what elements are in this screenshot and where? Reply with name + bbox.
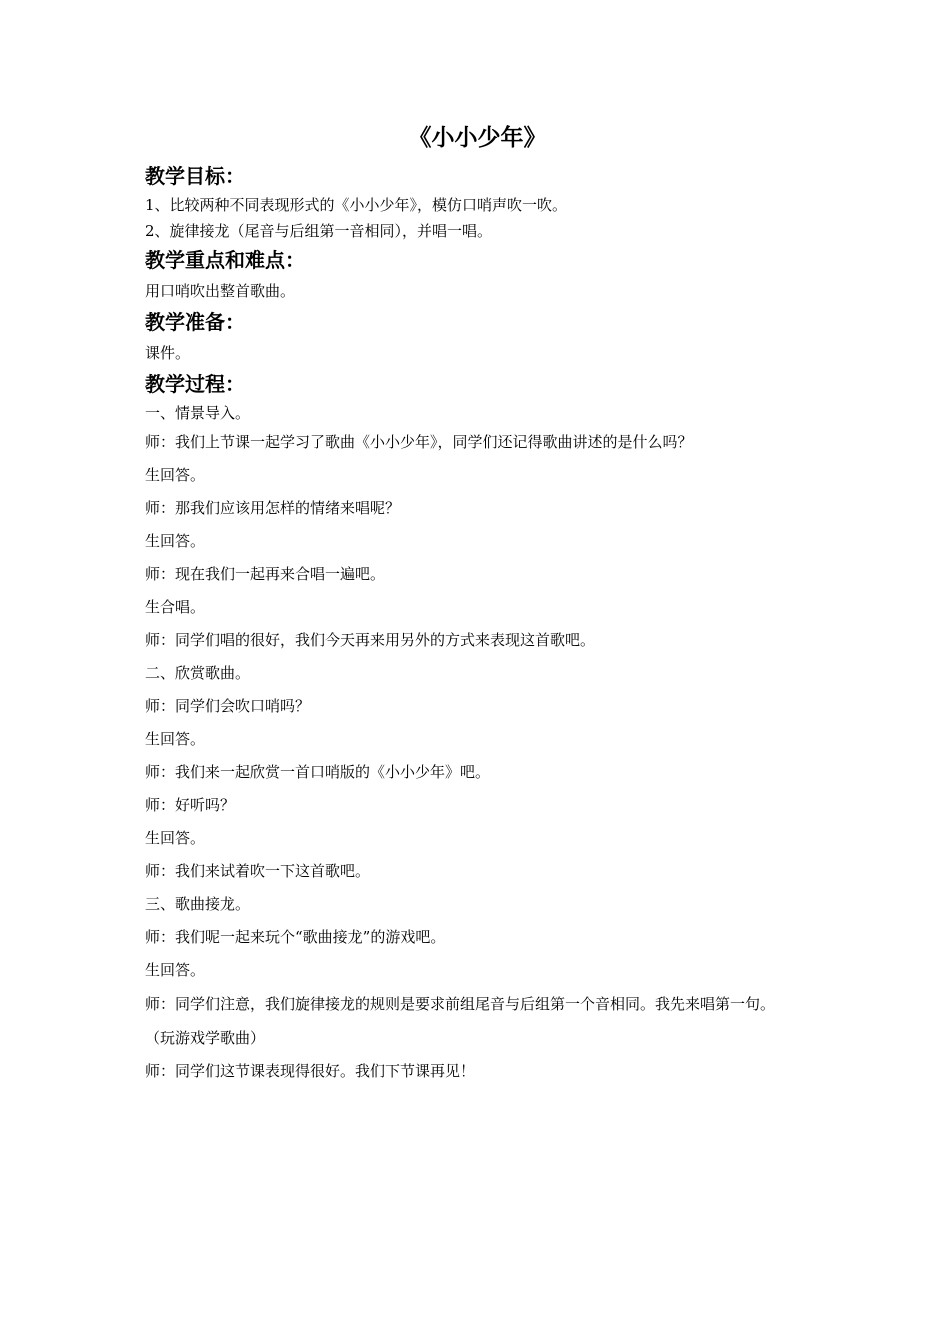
process-line: 三、歌曲接龙。 [145, 895, 251, 913]
process-line: 生合唱。 [145, 598, 206, 616]
goal-line: 2、旋律接龙（尾音与后组第一音相同），并唱一唱。 [145, 222, 493, 240]
process-line: 二、欣赏歌曲。 [145, 664, 251, 682]
section-heading-preparation: 教学准备： [145, 310, 245, 334]
document-title: 《小小少年》 [408, 125, 547, 151]
document-page [145, 118, 810, 1088]
process-line: 师：那我们应该用怎样的情绪来唱呢？ [145, 499, 401, 517]
section-heading-process: 教学过程： [145, 372, 245, 396]
process-line: 师：同学们这节课表现得很好。我们下节课再见！ [145, 1062, 476, 1080]
goal-line: 1、比较两种不同表现形式的《小小少年》，模仿口哨声吹一吹。 [145, 196, 568, 214]
process-line: 一、情景导入。 [145, 404, 251, 422]
process-line: 师：同学们注意，我们旋律接龙的规则是要求前组尾音与后组第一个音相同。我先来唱第一句。 [145, 995, 776, 1013]
process-line: 师：现在我们一起再来合唱一遍吧。 [145, 565, 386, 583]
process-line: 师：我们上节课一起学习了歌曲《小小少年》，同学们还记得歌曲讲述的是什么吗？ [145, 433, 693, 451]
process-line: 师：我们来一起欣赏一首口哨版的《小小少年》吧。 [145, 763, 491, 781]
process-line: （玩游戏学歌曲） [145, 1029, 266, 1047]
process-line: 生回答。 [145, 532, 206, 550]
process-line: 师：同学们会吹口哨吗？ [145, 697, 311, 715]
section-heading-key-points: 教学重点和难点： [145, 248, 305, 272]
process-line: 师：我们来试着吹一下这首歌吧。 [145, 862, 371, 880]
section-heading-goals: 教学目标： [145, 164, 245, 188]
process-line: 生回答。 [145, 829, 206, 847]
process-line: 生回答。 [145, 961, 206, 979]
process-line: 师：我们呢一起来玩个“歌曲接龙”的游戏吧。 [145, 928, 446, 946]
process-line: 师：同学们唱的很好，我们今天再来用另外的方式来表现这首歌吧。 [145, 631, 596, 649]
process-line: 生回答。 [145, 730, 206, 748]
process-line: 生回答。 [145, 466, 206, 484]
key-point-line: 用口哨吹出整首歌曲。 [145, 282, 296, 300]
preparation-line: 课件。 [145, 344, 191, 362]
process-line: 师：好听吗？ [145, 796, 236, 814]
process-body [145, 400, 810, 1088]
